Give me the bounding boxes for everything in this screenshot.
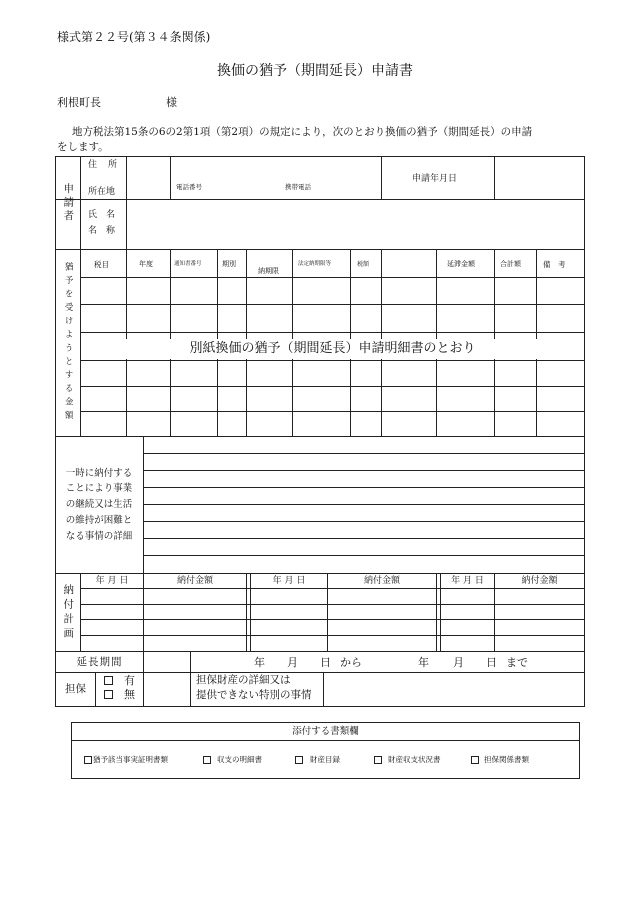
collateral-label: 担保 bbox=[65, 683, 86, 696]
header-total: 合計額 bbox=[500, 260, 521, 268]
collateral-no-checkbox[interactable] bbox=[104, 690, 113, 699]
extension-label: 延長期間 bbox=[76, 655, 123, 668]
header-year: 年度 bbox=[139, 260, 153, 268]
application-date-field[interactable] bbox=[495, 157, 584, 199]
attach-label-4: 財産収支状況書 bbox=[388, 755, 441, 764]
collateral-reason-line-1: 担保財産の詳細又は bbox=[196, 674, 291, 686]
attach-label-3: 財産目録 bbox=[310, 755, 340, 764]
collateral-detail-field[interactable] bbox=[324, 673, 584, 706]
plan-date-header-1: 年 月 日 bbox=[95, 576, 129, 586]
header-tax-item: 税目 bbox=[94, 260, 109, 269]
corp-name-label: 名 称 bbox=[88, 226, 116, 236]
plan-amount-header-2: 納付金額 bbox=[363, 576, 400, 586]
attach-label-5: 担保関係書類 bbox=[484, 755, 529, 764]
attach-checkbox-4[interactable] bbox=[374, 756, 382, 764]
header-notice-no: 通知書番号 bbox=[174, 261, 202, 267]
mobile-label: 携帯電話 bbox=[285, 183, 311, 191]
collateral-yes-checkbox[interactable] bbox=[104, 676, 113, 685]
header-late-fee: 延滞金額 bbox=[447, 260, 475, 268]
plan-amount-header-1: 納付金額 bbox=[176, 576, 213, 586]
plan-section-label: 納付計画 bbox=[62, 583, 75, 642]
collateral-yes-label: 有 bbox=[124, 674, 135, 687]
ext-to-day: 日 bbox=[486, 656, 497, 669]
ext-from-day: 日 bbox=[320, 656, 331, 669]
reason-detail-field[interactable] bbox=[144, 437, 584, 573]
collateral-no-label: 無 bbox=[124, 688, 135, 701]
ext-from-year: 年 bbox=[254, 656, 265, 669]
applicant-section-label: 申請者 bbox=[62, 182, 75, 224]
page-title: 換価の猶予（期間延長）申請書 bbox=[217, 63, 413, 79]
reason-label: 一時に納付することにより事業の継続又は生活の維持が困難となる事情の詳細 bbox=[65, 467, 133, 542]
intro-line-2: をします。 bbox=[57, 141, 109, 153]
attach-label-2: 収支の明細書 bbox=[217, 755, 262, 764]
attachments-title: 添付する書類欄 bbox=[292, 726, 359, 737]
ext-to-text: まで bbox=[506, 656, 528, 669]
plan-date-header-2: 年 月 日 bbox=[272, 576, 306, 586]
honorific: 様 bbox=[166, 96, 177, 109]
ext-from-text: から bbox=[340, 656, 362, 669]
form-number: 様式第２２号(第３４条関係) bbox=[57, 30, 211, 44]
attach-checkbox-5[interactable] bbox=[471, 756, 479, 764]
collateral-reason-line-2: 提供できない特別の事情 bbox=[196, 689, 312, 701]
location-label: 所在地 bbox=[88, 187, 116, 197]
address-label: 住 所 bbox=[88, 160, 119, 170]
attach-checkbox-3[interactable] bbox=[295, 756, 303, 764]
application-date-label: 申請年月日 bbox=[412, 174, 458, 184]
ext-to-month: 月 bbox=[453, 656, 464, 669]
intro-line-1: 地方税法第15条の6の2第1項（第2項）の規定により，次のとおり換価の猶予（期間延長）の申請 bbox=[72, 126, 533, 138]
plan-date-header-3: 年 月 日 bbox=[451, 576, 484, 586]
name-field[interactable] bbox=[171, 200, 584, 249]
ext-to-year: 年 bbox=[418, 656, 429, 669]
attach-checkbox-2[interactable] bbox=[203, 756, 211, 764]
name-label: 氏 名 bbox=[88, 210, 116, 220]
ext-from-month: 月 bbox=[287, 656, 298, 669]
attach-label-1: 猶予該当事実証明書類 bbox=[93, 755, 168, 764]
plan-amount-header-3: 納付金額 bbox=[521, 576, 558, 586]
attach-checkbox-1[interactable] bbox=[84, 756, 92, 764]
phone-label: 電話番号 bbox=[176, 183, 202, 191]
tax-section-label: 猶予を受けようとする金額 bbox=[63, 262, 74, 424]
header-legal-due: 法定納期限等 bbox=[298, 261, 332, 267]
addressee: 利根町長 bbox=[57, 96, 101, 109]
header-period: 期別 bbox=[222, 260, 236, 268]
header-remarks: 備 考 bbox=[543, 260, 566, 269]
header-tax-amount: 税額 bbox=[357, 261, 370, 268]
header-due-date: 納期限 bbox=[258, 267, 279, 275]
detail-sheet-note: 別紙換価の猶予（期間延長）申請明細書のとおり bbox=[81, 339, 584, 359]
